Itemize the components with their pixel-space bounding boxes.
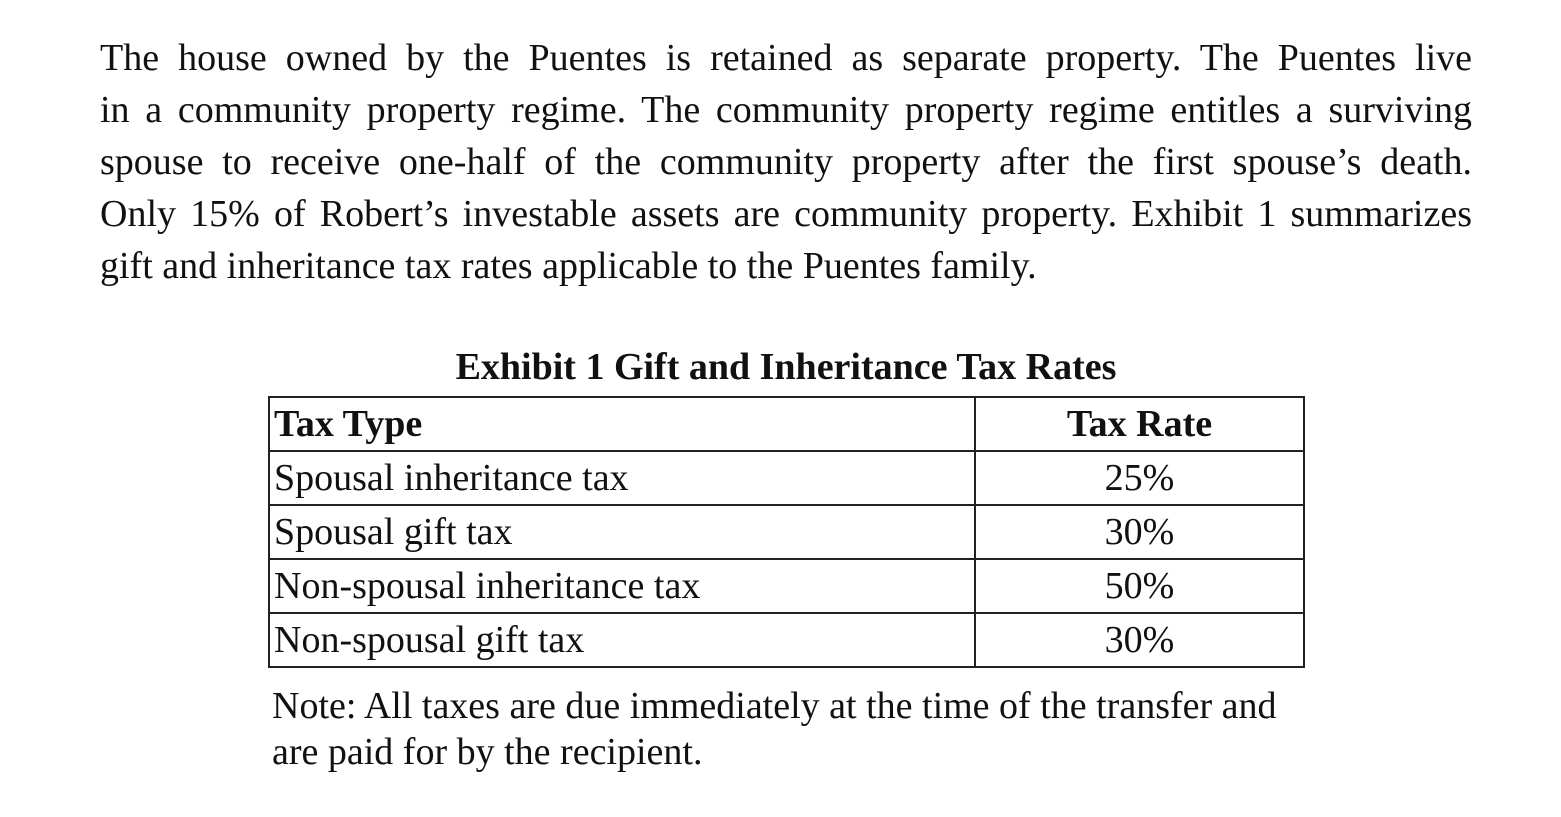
paragraph-line: gift and inheritance tax rates applicable to the Puentes family. [100, 245, 1037, 287]
exhibit-title: Exhibit 1 Gift and Inheritance Tax Rates [455, 346, 1117, 388]
table-row [269, 451, 1304, 505]
table-row [269, 559, 1304, 613]
table-note [272, 683, 1312, 775]
header-tax-type: Tax Type [269, 397, 975, 451]
header-tax-rate: Tax Rate [975, 397, 1304, 451]
tax-rates-table [268, 396, 1305, 668]
paragraph-line: The house owned by the Puentes is retained as separate property. The Puentes live [100, 37, 1472, 79]
note-line: are paid for by the recipient. [272, 731, 703, 773]
paragraph-line: in a community property regime. The community property regime entitles a surviving [100, 89, 1472, 131]
cell-tax-rate: 25% [975, 451, 1304, 505]
intro-paragraph [100, 32, 1472, 292]
cell-tax-type: Non-spousal inheritance tax [269, 559, 975, 613]
note-line: Note: All taxes are due immediately at the time of the transfer and [272, 685, 1277, 727]
cell-tax-type: Spousal gift tax [269, 505, 975, 559]
paragraph-line: Only 15% of Robert’s investable assets are community property. Exhibit 1 summarizes [100, 193, 1472, 235]
table-row [269, 613, 1304, 667]
table-header-row [269, 397, 1304, 451]
cell-tax-rate: 30% [975, 505, 1304, 559]
cell-tax-rate: 30% [975, 613, 1304, 667]
cell-tax-rate: 50% [975, 559, 1304, 613]
cell-tax-type: Non-spousal gift tax [269, 613, 975, 667]
paragraph-line: spouse to receive one-half of the community property after the first spouse’s death. [100, 141, 1472, 183]
cell-tax-type: Spousal inheritance tax [269, 451, 975, 505]
table-row [269, 505, 1304, 559]
